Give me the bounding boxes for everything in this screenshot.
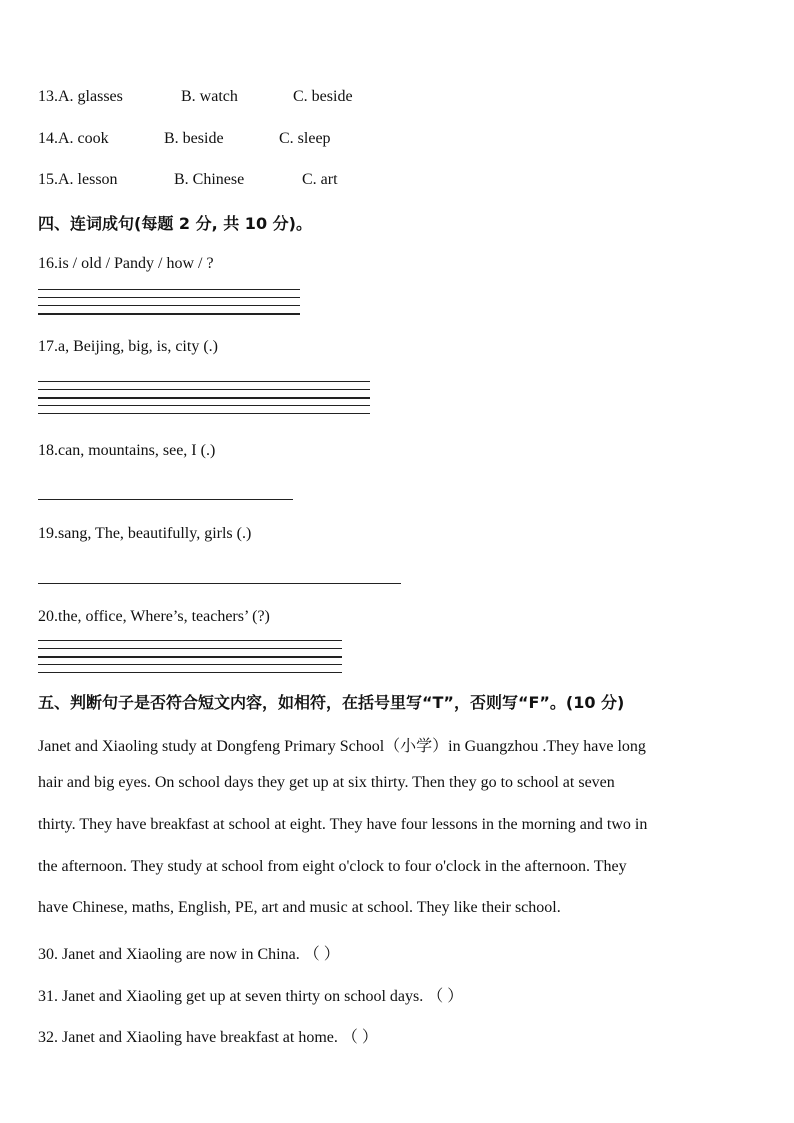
passage-line: have Chinese, maths, English, PE, art and music at school. They like their school. [38, 899, 561, 916]
answer-line[interactable] [38, 413, 370, 414]
statement-30 [38, 941, 340, 964]
question-18 [38, 442, 215, 460]
question-13 [38, 88, 353, 106]
question-16 [38, 255, 214, 273]
answer-line[interactable] [38, 648, 342, 649]
answer-line[interactable] [38, 499, 293, 500]
option-c: C. beside [293, 88, 353, 105]
statement-32 [38, 1024, 378, 1047]
option-c: C. sleep [279, 130, 331, 147]
answer-bracket[interactable]: （ ） [427, 988, 464, 1005]
answer-line[interactable] [38, 672, 342, 673]
section-5-title: 五、判断句子是否符合短文内容，如相符，在括号里写“T”，否则写“F”。(10 分) [38, 693, 625, 712]
question-number: 15. [38, 171, 58, 188]
section-4-title: 四、连词成句(每题 2 分, 共 10 分)。 [38, 214, 312, 233]
option-b: B. Chinese [174, 171, 245, 188]
option-a: A. glasses [58, 88, 123, 105]
question-14 [38, 130, 331, 148]
answer-line[interactable] [38, 656, 342, 658]
passage-line: the afternoon. They study at school from eight o'clock to four o'clock in the afternoon. They [38, 858, 627, 875]
option-a: A. lesson [58, 171, 118, 188]
answer-bracket[interactable]: （ ） [341, 1029, 378, 1046]
question-17 [38, 338, 218, 356]
question-words: a, Beijing, big, is, city (.) [58, 338, 218, 355]
option-b: B. watch [181, 88, 238, 105]
statement-text: 32. Janet and Xiaoling have breakfast at home. [38, 1029, 338, 1046]
option-c: C. art [302, 171, 338, 188]
question-number: 20. [38, 608, 58, 625]
question-15 [38, 171, 338, 189]
answer-line[interactable] [38, 381, 370, 382]
question-number: 16. [38, 255, 58, 272]
answer-bracket[interactable]: （ ） [303, 946, 340, 963]
statement-text: 30. Janet and Xiaoling are now in China. [38, 946, 300, 963]
question-words: is / old / Pandy / how / ? [58, 255, 214, 272]
statement-text: 31. Janet and Xiaoling get up at seven thirty on school days. [38, 988, 424, 1005]
question-number: 13. [38, 88, 58, 105]
answer-line[interactable] [38, 664, 342, 665]
answer-line[interactable] [38, 305, 300, 306]
question-number: 17. [38, 338, 58, 355]
option-b: B. beside [164, 130, 224, 147]
answer-line[interactable] [38, 640, 342, 641]
statement-31 [38, 983, 463, 1006]
question-number: 18. [38, 442, 58, 459]
answer-line[interactable] [38, 289, 300, 290]
question-number: 19. [38, 525, 58, 542]
answer-line[interactable] [38, 397, 370, 399]
question-words: the, office, Where’s, teachers’ (?) [58, 608, 270, 625]
answer-line[interactable] [38, 313, 300, 315]
passage-line: hair and big eyes. On school days they get up at six thirty. Then they go to school at seven [38, 774, 615, 791]
question-number: 14. [38, 130, 58, 147]
answer-line[interactable] [38, 297, 300, 298]
question-words: can, mountains, see, I (.) [58, 442, 216, 459]
question-20 [38, 608, 270, 626]
passage-line: Janet and Xiaoling study at Dongfeng Primary School（小学）in Guangzhou .They have long [38, 738, 646, 755]
option-a: A. cook [58, 130, 109, 147]
question-words: sang, The, beautifully, girls (.) [58, 525, 252, 542]
answer-line[interactable] [38, 583, 401, 584]
answer-line[interactable] [38, 405, 370, 406]
question-19 [38, 525, 251, 543]
answer-line[interactable] [38, 389, 370, 390]
passage-line: thirty. They have breakfast at school at eight. They have four lessons in the morning and two in [38, 816, 648, 833]
